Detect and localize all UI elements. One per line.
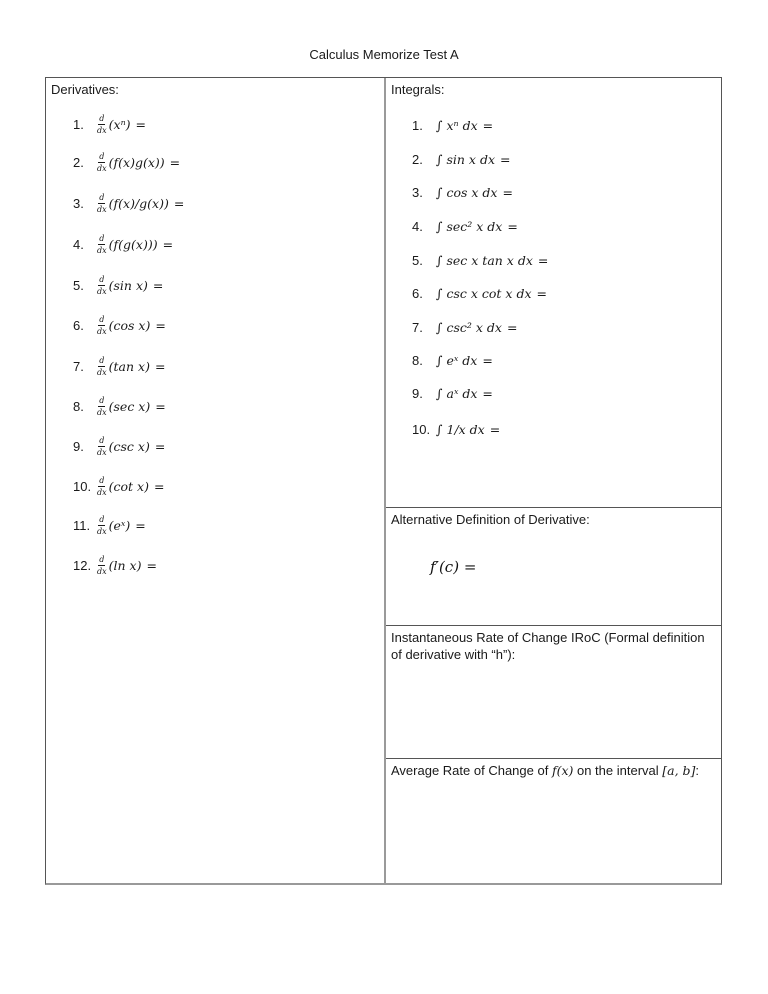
derivative-operator bbox=[97, 193, 107, 214]
integrand: ∫ sin x dx bbox=[436, 151, 495, 167]
item-number: 1. bbox=[73, 116, 84, 132]
equals-sign: = bbox=[152, 277, 164, 293]
operator-denominator: dx bbox=[97, 566, 107, 576]
derivative-expression bbox=[97, 315, 166, 336]
integral-expression bbox=[436, 422, 500, 437]
derivative-item bbox=[73, 352, 165, 380]
integral-expression bbox=[436, 320, 517, 335]
derivative-item bbox=[73, 432, 165, 460]
aroc-heading-prefix: Average Rate of Change of bbox=[391, 763, 552, 778]
alternative-definition-cell bbox=[386, 508, 722, 625]
operand: (cos x) bbox=[108, 317, 151, 333]
operator-numerator: d bbox=[99, 355, 105, 365]
equals-sign: = bbox=[146, 557, 157, 573]
item-number: 10. bbox=[412, 421, 431, 437]
derivative-expression bbox=[97, 114, 146, 135]
item-number: 10. bbox=[73, 478, 92, 494]
derivative-expression bbox=[97, 193, 184, 214]
derivative-operator bbox=[97, 315, 107, 336]
derivative-operator bbox=[97, 114, 107, 135]
operator-numerator: d bbox=[99, 554, 105, 564]
derivative-operator bbox=[97, 396, 107, 417]
operator-denominator: dx bbox=[97, 447, 107, 457]
equals-sign: = bbox=[536, 285, 547, 301]
equals-sign: = bbox=[154, 438, 166, 454]
aroc-function: f(x) bbox=[551, 763, 574, 778]
equals-sign: = bbox=[482, 117, 494, 133]
worksheet-table bbox=[45, 77, 722, 885]
integrals-cell bbox=[386, 78, 722, 507]
item-number: 3. bbox=[412, 184, 423, 200]
operand: (cot x) bbox=[108, 478, 149, 494]
equals-sign: = bbox=[482, 352, 493, 368]
derivative-item bbox=[73, 271, 163, 299]
operator-denominator: dx bbox=[97, 526, 107, 536]
operator-numerator: d bbox=[99, 274, 105, 284]
aroc-heading-suffix: : bbox=[695, 763, 700, 778]
integral-item bbox=[412, 212, 518, 240]
item-number: 7. bbox=[412, 319, 423, 335]
item-number: 6. bbox=[73, 317, 84, 333]
derivative-item bbox=[73, 230, 173, 258]
derivatives-heading: Derivatives: bbox=[51, 82, 119, 97]
derivative-expression bbox=[97, 555, 157, 576]
operand: (xⁿ) bbox=[108, 116, 131, 132]
equals-sign: = bbox=[500, 151, 511, 167]
operand: (sec x) bbox=[108, 398, 151, 414]
derivative-item bbox=[73, 472, 164, 500]
item-number: 1. bbox=[412, 117, 423, 133]
derivative-expression bbox=[97, 515, 146, 536]
equals-sign: = bbox=[135, 116, 146, 132]
derivative-item bbox=[73, 392, 166, 420]
integrand: ∫ csc x cot x dx bbox=[436, 285, 532, 301]
operator-numerator: d bbox=[99, 395, 105, 405]
page-title: Calculus Memorize Test A bbox=[309, 47, 459, 62]
integrand: ∫ 1/x dx bbox=[436, 421, 485, 437]
derivative-expression bbox=[97, 356, 165, 377]
derivative-expression bbox=[97, 275, 163, 296]
aroc-interval: [a, b] bbox=[662, 763, 696, 778]
operand: (ln x) bbox=[108, 557, 142, 573]
integral-expression bbox=[436, 152, 510, 167]
integral-item bbox=[412, 178, 513, 206]
formula-text: f′(c) = bbox=[430, 558, 477, 576]
integrand: ∫ xⁿ dx bbox=[436, 117, 478, 133]
item-number: 4. bbox=[412, 218, 423, 234]
operator-numerator: d bbox=[99, 192, 105, 202]
aroc-heading-middle: on the interval bbox=[573, 763, 663, 778]
item-number: 12. bbox=[73, 557, 92, 573]
integrand: ∫ sec² x dx bbox=[436, 218, 503, 234]
derivative-operator bbox=[97, 555, 107, 576]
operator-denominator: dx bbox=[97, 407, 107, 417]
derivative-operator bbox=[97, 515, 107, 536]
item-number: 8. bbox=[412, 352, 423, 368]
integral-expression bbox=[436, 386, 493, 401]
item-number: 6. bbox=[412, 285, 423, 301]
integrand: ∫ csc² x dx bbox=[436, 319, 502, 335]
item-number: 9. bbox=[73, 438, 84, 454]
integral-item bbox=[412, 246, 548, 274]
iroc-heading: Instantaneous Rate of Change IRoC (Formal definition of derivative with “h”): bbox=[391, 630, 705, 662]
integral-item bbox=[412, 145, 510, 173]
equals-sign: = bbox=[537, 252, 549, 268]
integral-expression bbox=[436, 286, 547, 301]
derivative-item bbox=[73, 511, 146, 539]
equals-sign: = bbox=[153, 478, 165, 494]
operator-denominator: dx bbox=[97, 286, 107, 296]
iroc-cell bbox=[386, 626, 722, 758]
derivative-item bbox=[73, 551, 157, 579]
operand: (f(x)g(x)) bbox=[108, 154, 165, 170]
alternative-definition-heading: Alternative Definition of Derivative: bbox=[391, 512, 590, 527]
operator-denominator: dx bbox=[97, 163, 107, 173]
equals-sign: = bbox=[507, 218, 518, 234]
derivative-expression bbox=[97, 396, 166, 417]
equals-sign: = bbox=[169, 154, 181, 170]
operator-denominator: dx bbox=[97, 326, 107, 336]
operand: (eˣ) bbox=[108, 517, 131, 533]
derivative-operator bbox=[97, 356, 107, 377]
operator-denominator: dx bbox=[97, 487, 107, 497]
integrand: ∫ eˣ dx bbox=[436, 352, 478, 368]
equals-sign: = bbox=[502, 184, 513, 200]
equals-sign: = bbox=[155, 398, 166, 414]
derivative-operator bbox=[97, 152, 107, 173]
equals-sign: = bbox=[506, 319, 518, 335]
equals-sign: = bbox=[155, 317, 166, 333]
integrand: ∫ aˣ dx bbox=[436, 385, 478, 401]
equals-sign: = bbox=[482, 385, 493, 401]
operator-numerator: d bbox=[99, 475, 105, 485]
derivative-expression bbox=[97, 476, 164, 497]
integral-item bbox=[412, 313, 517, 341]
operator-numerator: d bbox=[99, 233, 105, 243]
integrand: ∫ sec x tan x dx bbox=[436, 252, 533, 268]
alternative-definition-formula bbox=[430, 558, 476, 576]
operand: (f(g(x))) bbox=[108, 236, 158, 252]
derivative-item bbox=[73, 148, 180, 176]
derivatives-cell bbox=[46, 78, 384, 883]
operator-numerator: d bbox=[99, 514, 105, 524]
operator-denominator: dx bbox=[97, 125, 107, 135]
integral-item bbox=[412, 346, 493, 374]
derivative-expression bbox=[97, 234, 173, 255]
integral-expression bbox=[436, 219, 518, 234]
item-number: 4. bbox=[73, 236, 84, 252]
derivative-operator bbox=[97, 275, 107, 296]
operator-denominator: dx bbox=[97, 204, 107, 214]
derivative-item bbox=[73, 311, 166, 339]
derivative-expression bbox=[97, 152, 180, 173]
item-number: 3. bbox=[73, 195, 84, 211]
item-number: 7. bbox=[73, 358, 84, 374]
item-number: 2. bbox=[73, 154, 84, 170]
item-number: 5. bbox=[73, 277, 84, 293]
operator-numerator: d bbox=[99, 314, 105, 324]
operator-numerator: d bbox=[99, 113, 105, 123]
derivative-item bbox=[73, 110, 146, 138]
operator-numerator: d bbox=[99, 435, 105, 445]
derivative-expression bbox=[97, 436, 165, 457]
integral-item bbox=[412, 415, 500, 443]
operator-numerator: d bbox=[99, 151, 105, 161]
operand: (f(x)/g(x)) bbox=[108, 195, 169, 211]
integral-expression bbox=[436, 353, 493, 368]
item-number: 11. bbox=[73, 517, 91, 533]
integral-expression bbox=[436, 185, 513, 200]
integral-expression bbox=[436, 253, 548, 268]
aroc-cell bbox=[386, 759, 722, 884]
equals-sign: = bbox=[162, 236, 174, 252]
integrand: ∫ cos x dx bbox=[436, 184, 498, 200]
operand: (tan x) bbox=[108, 358, 150, 374]
equals-sign: = bbox=[135, 517, 146, 533]
item-number: 8. bbox=[73, 398, 84, 414]
aroc-heading bbox=[391, 762, 699, 779]
integral-item bbox=[412, 111, 493, 139]
equals-sign: = bbox=[173, 195, 185, 211]
equals-sign: = bbox=[489, 421, 501, 437]
integral-item bbox=[412, 379, 493, 407]
item-number: 9. bbox=[412, 385, 423, 401]
derivative-operator bbox=[97, 476, 107, 497]
operand: (sin x) bbox=[108, 277, 148, 293]
integral-expression bbox=[436, 118, 493, 133]
integral-item bbox=[412, 279, 547, 307]
operand: (csc x) bbox=[108, 438, 150, 454]
derivative-operator bbox=[97, 436, 107, 457]
equals-sign: = bbox=[154, 358, 166, 374]
operator-denominator: dx bbox=[97, 367, 107, 377]
derivative-item bbox=[73, 189, 184, 217]
derivative-operator bbox=[97, 234, 107, 255]
operator-denominator: dx bbox=[97, 245, 107, 255]
item-number: 5. bbox=[412, 252, 423, 268]
item-number: 2. bbox=[412, 151, 423, 167]
integrals-heading: Integrals: bbox=[391, 82, 445, 97]
